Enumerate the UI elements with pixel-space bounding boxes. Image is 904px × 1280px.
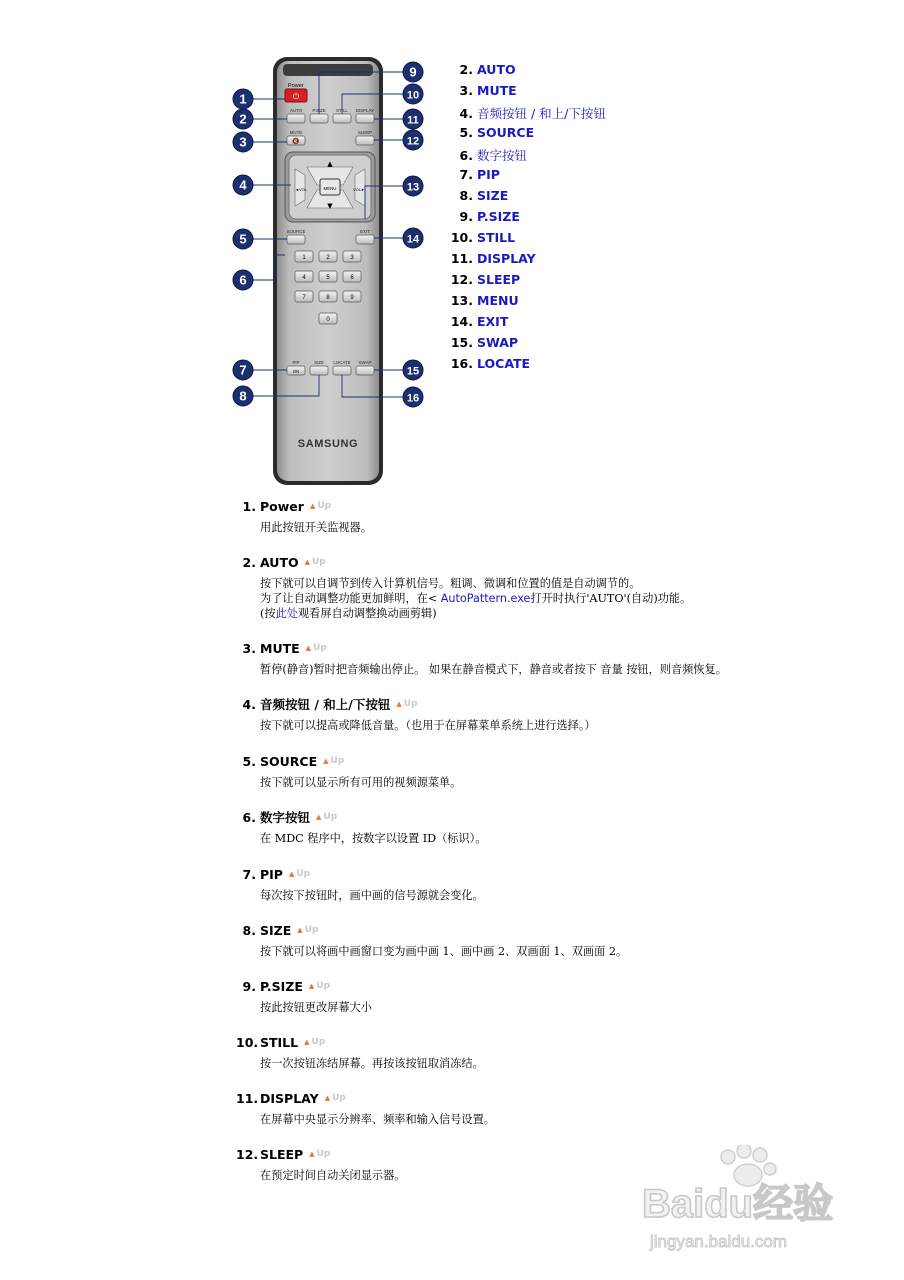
entry-power: 1. Power ▲ Up 用此按钮开关监视器。 xyxy=(242,499,372,534)
up-triangle-icon: ▲ xyxy=(308,982,315,990)
legend-item xyxy=(449,62,606,83)
legend-number: 11. xyxy=(450,251,473,266)
legend-link[interactable]: 数字按钮 xyxy=(477,148,528,163)
legend-number: 4. xyxy=(459,106,473,121)
svg-text:ON: ON xyxy=(292,369,300,374)
up-triangle-icon: ▲ xyxy=(288,870,295,878)
callout-number: 3 xyxy=(239,134,247,150)
callout-number: 2 xyxy=(239,111,247,127)
legend-item xyxy=(449,167,606,188)
up-triangle-icon: ▲ xyxy=(323,757,329,765)
entry-auto: 2. AUTO ▲ Up 按下就可以自调节到传入计算机信号。粗调、微调和位置的值是自动调节的。 为了让自动调整功能更加鲜明，在< AutoPattern.exe打开时执行'AUTO'(自动)功能。 (按此处观看屏自动调整换动画剪辑) xyxy=(242,555,692,620)
legend-link[interactable]: MENU xyxy=(477,293,519,308)
callout-number: 15 xyxy=(406,365,420,378)
svg-text:MUTE: MUTE xyxy=(289,130,303,135)
legend-number: 15. xyxy=(450,335,473,350)
power-icon: ⏻ xyxy=(292,92,300,101)
svg-text:MENU: MENU xyxy=(323,186,337,191)
entry-sleep: 12. SLEEP ▲ Up 在预定时间自动关闭显示器。 xyxy=(236,1147,406,1182)
entry-display: 11. DISPLAY ▲ Up 在屏幕中央显示分辨率、频率和输入信号设置。 xyxy=(236,1091,495,1126)
down-arrow-icon: ▼ xyxy=(327,202,333,210)
up-link[interactable]: ▲ Up xyxy=(297,925,319,935)
sleep-button[interactable] xyxy=(356,136,374,145)
entry-psize: 9. P.SIZE ▲ Up 按此按钮更改屏幕大小 xyxy=(242,979,372,1014)
callout-number: 5 xyxy=(239,231,247,247)
button-legend xyxy=(449,62,606,377)
brand-logo: SAMSUNG xyxy=(297,438,359,450)
up-triangle-icon: ▲ xyxy=(309,502,316,510)
legend-item xyxy=(449,209,606,230)
legend-number: 16. xyxy=(450,356,473,371)
mute-icon: 🔇 xyxy=(292,138,300,145)
legend-link[interactable]: AUTO xyxy=(477,62,516,77)
legend-link[interactable]: PIP xyxy=(477,167,500,182)
digit-label: 6 xyxy=(350,275,354,281)
callout-number: 4 xyxy=(239,177,247,193)
callout-number: 12 xyxy=(406,135,420,148)
entry-size: 8. SIZE ▲ Up 按下就可以将画中画窗口变为画中画 1、画中画 2、双画面 1、双画面 2。 xyxy=(242,923,628,958)
legend-item xyxy=(449,188,606,209)
legend-link[interactable]: EXIT xyxy=(477,314,509,329)
auto-button[interactable] xyxy=(287,114,305,123)
digit-label: 3 xyxy=(350,255,354,261)
callout-number: 16 xyxy=(406,392,420,405)
callout-number: 10 xyxy=(406,89,420,102)
up-triangle-icon: ▲ xyxy=(396,700,402,708)
digit-label: 7 xyxy=(302,295,306,301)
svg-text:Baidu经验: Baidu经验 xyxy=(642,1182,834,1226)
up-triangle-icon: ▲ xyxy=(305,644,312,652)
up-link[interactable]: ▲ Up xyxy=(308,981,331,991)
up-triangle-icon: ▲ xyxy=(304,558,310,566)
psize-button[interactable] xyxy=(310,114,328,123)
entry-numbers: 6. 数字按钮 ▲ Up 在 MDC 程序中，按数字以设置 ID（标识）。 xyxy=(242,810,487,845)
callout-number: 9 xyxy=(409,64,417,80)
remote-control-diagram xyxy=(225,55,440,490)
autopattern-link[interactable]: AutoPattern.exe xyxy=(440,592,531,605)
baidu-watermark xyxy=(636,1145,858,1255)
callout-number: 1 xyxy=(239,91,247,107)
legend-link[interactable]: SWAP xyxy=(477,335,519,350)
up-link[interactable]: ▲ Up xyxy=(324,1093,346,1103)
size-button[interactable] xyxy=(310,366,328,375)
callout-number: 14 xyxy=(406,233,420,246)
svg-text:SIZE: SIZE xyxy=(314,360,324,365)
paw-icon xyxy=(721,1145,776,1186)
legend-item xyxy=(449,230,606,251)
legend-link[interactable]: P.SIZE xyxy=(477,209,520,224)
legend-number: 5. xyxy=(459,125,473,140)
entry-mute: 3. MUTE ▲ Up 暂停(静音)暂时把音频输出停止。 如果在静音模式下，静音或者按下 音量 按钮，则音频恢复。 xyxy=(242,641,727,676)
legend-number: 7. xyxy=(459,167,473,182)
legend-link[interactable]: SIZE xyxy=(477,188,509,203)
legend-number: 6. xyxy=(459,148,473,163)
svg-text:jingyan.baidu.com: jingyan.baidu.com xyxy=(650,1232,788,1251)
legend-link[interactable]: SLEEP xyxy=(477,272,521,287)
legend-item xyxy=(449,104,606,125)
svg-text:AUTO: AUTO xyxy=(289,108,303,113)
up-link[interactable]: ▲ Up xyxy=(396,699,418,709)
up-link[interactable]: ▲ Up xyxy=(316,812,338,822)
digit-label: 9 xyxy=(350,295,354,301)
legend-number: 10. xyxy=(450,230,473,245)
svg-text:DISPLAY: DISPLAY xyxy=(355,108,375,113)
source-button[interactable] xyxy=(287,235,305,244)
up-link[interactable]: ▲ Up xyxy=(304,1037,326,1047)
legend-number: 12. xyxy=(450,272,473,287)
callout-number: 13 xyxy=(406,181,420,194)
up-triangle-icon: ▲ xyxy=(304,1038,310,1046)
legend-item xyxy=(449,251,606,272)
svg-text:EXIT: EXIT xyxy=(360,229,370,234)
legend-link[interactable]: SOURCE xyxy=(477,125,535,140)
legend-item xyxy=(449,335,606,356)
legend-item xyxy=(449,356,606,377)
up-link[interactable]: ▲ Up xyxy=(305,643,327,653)
svg-text:◄VOL: ◄VOL xyxy=(295,187,307,192)
digit-label: 0 xyxy=(326,317,330,323)
up-triangle-icon: ▲ xyxy=(316,813,322,821)
digit-label: 2 xyxy=(326,255,330,261)
svg-text:STILL: STILL xyxy=(336,108,348,113)
legend-item xyxy=(449,272,606,293)
legend-link[interactable]: 音频按钮 / 和上/下按钮 xyxy=(477,106,606,121)
legend-number: 14. xyxy=(450,314,473,329)
up-triangle-icon: ▲ xyxy=(324,1094,331,1102)
svg-text:SWAP: SWAP xyxy=(358,360,372,365)
entry-still: 10. STILL ▲ Up 按一次按钮冻结屏幕。再按该按钮取消冻结。 xyxy=(236,1035,484,1070)
legend-link[interactable]: MUTE xyxy=(477,83,517,98)
svg-text:PIP: PIP xyxy=(292,360,300,365)
digit-label: 4 xyxy=(302,275,306,281)
legend-number: 13. xyxy=(450,293,473,308)
legend-link[interactable]: DISPLAY xyxy=(477,251,536,266)
entry-source: 5. SOURCE ▲ Up 按下就可以显示所有可用的视频源菜单。 xyxy=(242,754,462,789)
svg-text:SLEEP: SLEEP xyxy=(357,130,373,135)
digit-label: 5 xyxy=(326,275,330,281)
legend-number: 9. xyxy=(459,209,473,224)
up-link[interactable]: ▲ Up xyxy=(309,1149,331,1159)
up-triangle-icon: ▲ xyxy=(309,1150,315,1158)
up-arrow-icon: ▲ xyxy=(327,160,333,168)
legend-item xyxy=(449,125,606,146)
entry-pip: 7. PIP ▲ Up 每次按下按钮时，画中画的信号源就会变化。 xyxy=(242,867,484,902)
svg-text:SOURCE: SOURCE xyxy=(286,229,306,234)
power-text: Power xyxy=(288,83,304,89)
legend-item xyxy=(449,293,606,314)
digit-label: 8 xyxy=(326,295,330,301)
display-button[interactable] xyxy=(356,114,374,123)
callout-number: 11 xyxy=(407,114,419,127)
up-triangle-icon: ▲ xyxy=(297,926,303,934)
direction-pad[interactable] xyxy=(285,152,375,222)
legend-number: 3. xyxy=(459,83,473,98)
up-link[interactable]: ▲ Up xyxy=(323,756,345,766)
legend-number: 2. xyxy=(459,62,473,77)
legend-number: 8. xyxy=(459,188,473,203)
svg-text:LOCATE: LOCATE xyxy=(333,360,351,365)
up-link[interactable]: ▲ Up xyxy=(309,501,332,511)
here-link[interactable]: 此处 xyxy=(275,607,298,620)
entry-volume: 4. 音频按钮 / 和上/下按钮 ▲ Up 按下就可以提高或降低音量。（也用于在屏幕菜单系统上进行选择。） xyxy=(242,697,596,732)
svg-text:VOL►: VOL► xyxy=(353,187,365,192)
exit-button[interactable] xyxy=(356,235,374,244)
locate-button[interactable] xyxy=(333,366,351,375)
swap-button[interactable] xyxy=(356,366,374,375)
legend-item xyxy=(449,146,606,167)
up-link[interactable]: ▲ Up xyxy=(288,869,311,879)
callout-number: 8 xyxy=(239,388,247,404)
digit-label: 1 xyxy=(302,255,306,261)
legend-link[interactable]: STILL xyxy=(477,230,516,245)
svg-text:P.SIZE: P.SIZE xyxy=(312,108,326,113)
callout-number: 7 xyxy=(239,362,247,378)
legend-link[interactable]: LOCATE xyxy=(477,356,531,371)
up-link[interactable]: ▲ Up xyxy=(304,557,326,567)
callout-number: 6 xyxy=(239,272,247,288)
legend-item xyxy=(449,314,606,335)
legend-item xyxy=(449,83,606,104)
still-button[interactable] xyxy=(333,114,351,123)
